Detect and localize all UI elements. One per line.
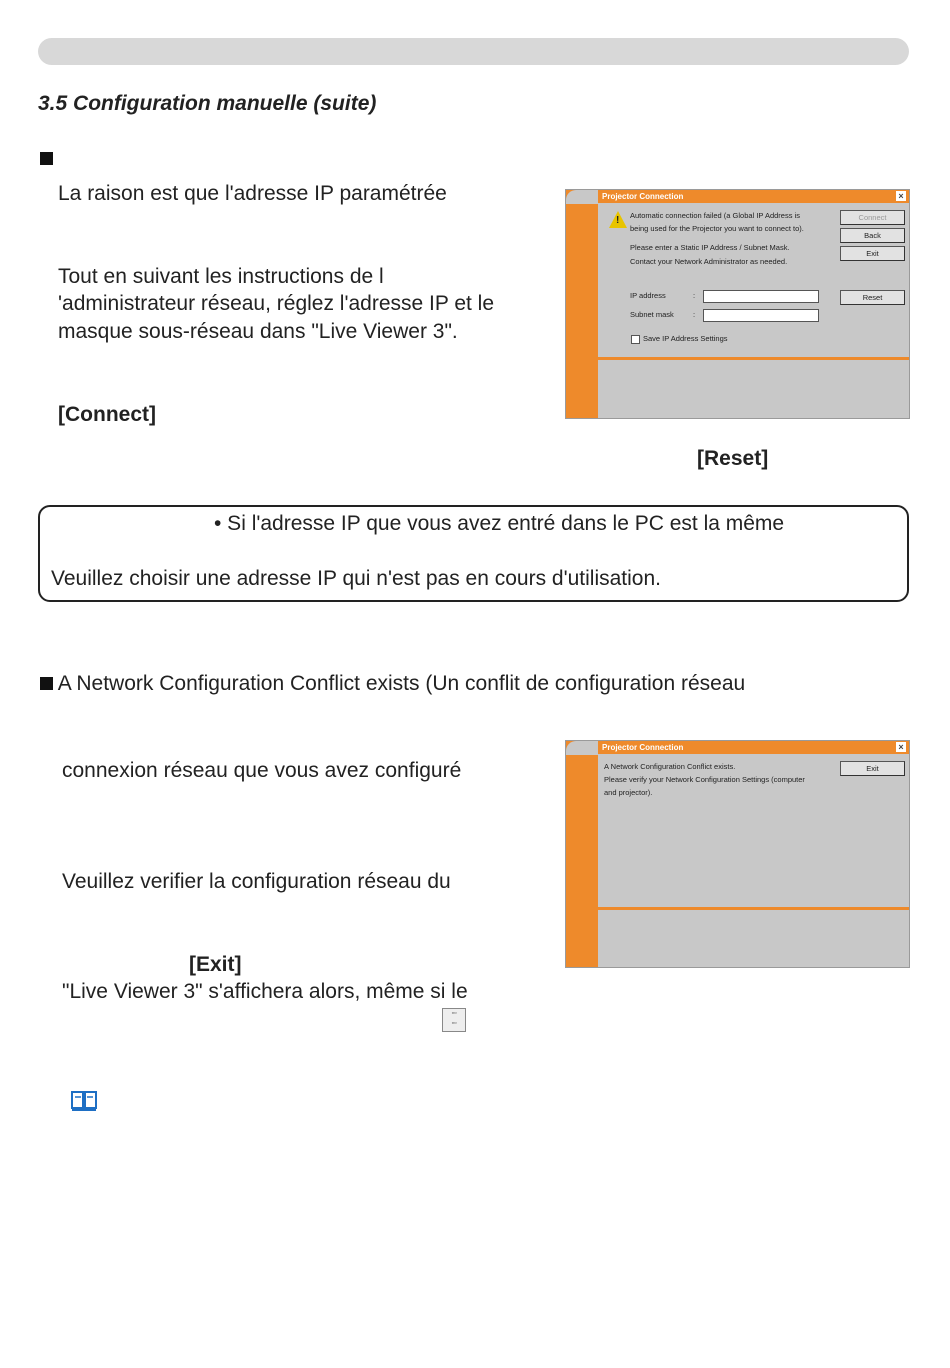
subnet-mask-label: Subnet mask bbox=[630, 310, 674, 319]
reset-label: [Reset] bbox=[697, 447, 769, 470]
save-ip-checkbox[interactable] bbox=[631, 335, 640, 344]
dialog2-msg3: and projector). bbox=[604, 788, 653, 797]
save-ip-label: Save IP Address Settings bbox=[643, 334, 728, 343]
subnet-mask-input[interactable] bbox=[703, 309, 819, 322]
book-icon bbox=[71, 1090, 97, 1112]
block2-line1: connexion réseau que vous avez configuré bbox=[62, 759, 462, 782]
block1-line4: masque sous-réseau dans "Live Viewer 3". bbox=[58, 320, 458, 343]
subnet-mask-colon: : bbox=[693, 310, 696, 319]
exit-button[interactable]: Exit bbox=[840, 761, 905, 776]
dialog2-title: Projector Connection bbox=[602, 743, 684, 752]
bullet-square bbox=[40, 152, 53, 170]
dialog1-msg4: Contact your Network Administrator as needed. bbox=[630, 257, 788, 266]
live-viewer-icon: ▫▫ ▫▫ bbox=[442, 1008, 466, 1032]
dialog1-msg2: being used for the Projector you want to connect to). bbox=[630, 224, 804, 233]
dialog1-screenshot bbox=[565, 189, 910, 419]
dialog2-screenshot bbox=[565, 740, 910, 968]
block2-line3: "Live Viewer 3" s'affichera alors, même si le bbox=[62, 980, 468, 1003]
ip-address-colon: : bbox=[693, 291, 696, 300]
dialog2-msg1: A Network Configuration Conflict exists. bbox=[604, 762, 736, 771]
exit-label: [Exit] bbox=[189, 953, 242, 976]
dialog1-titlebar bbox=[598, 190, 909, 203]
dialog2-titlebar bbox=[598, 741, 909, 754]
note-line1: • Si l'adresse IP que vous avez entré dans le PC est la même bbox=[214, 512, 785, 535]
section-title: 3.5 Configuration manuelle (suite) bbox=[38, 92, 377, 115]
bullet-square bbox=[40, 677, 53, 690]
connect-label: [Connect] bbox=[58, 403, 156, 426]
block1-line2: Tout en suivant les instructions de l bbox=[58, 265, 384, 288]
block1-line1: La raison est que l'adresse IP paramétrée bbox=[58, 182, 447, 205]
block1-line3: 'administrateur réseau, réglez l'adresse IP et le bbox=[58, 292, 495, 315]
header-bar bbox=[38, 38, 909, 65]
reset-button[interactable]: Reset bbox=[840, 290, 905, 305]
block2-heading-row bbox=[40, 670, 745, 697]
ip-address-label: IP address bbox=[630, 291, 666, 300]
dialog2-msg2: Please verify your Network Configuration Settings (computer bbox=[604, 775, 805, 784]
note-line2: Veuillez choisir une adresse IP qui n'est pas en cours d'utilisation. bbox=[51, 567, 661, 590]
dialog1-msg3: Please enter a Static IP Address / Subnet Mask. bbox=[630, 243, 790, 252]
exit-button[interactable]: Exit bbox=[840, 246, 905, 261]
warning-icon: ! bbox=[609, 211, 627, 228]
ip-address-input[interactable] bbox=[703, 290, 819, 303]
connect-button[interactable]: Connect bbox=[840, 210, 905, 225]
dialog1-msg1: Automatic connection failed (a Global IP Address is bbox=[630, 211, 800, 220]
block2-line2: Veuillez verifier la configuration réseau du bbox=[62, 870, 451, 893]
back-button[interactable]: Back bbox=[840, 228, 905, 243]
dialog1-title: Projector Connection bbox=[602, 192, 684, 201]
close-icon[interactable]: × bbox=[896, 742, 906, 752]
close-icon[interactable]: × bbox=[896, 191, 906, 201]
block2-heading: A Network Configuration Conflict exists (Un conflit de configuration réseau bbox=[57, 672, 746, 695]
